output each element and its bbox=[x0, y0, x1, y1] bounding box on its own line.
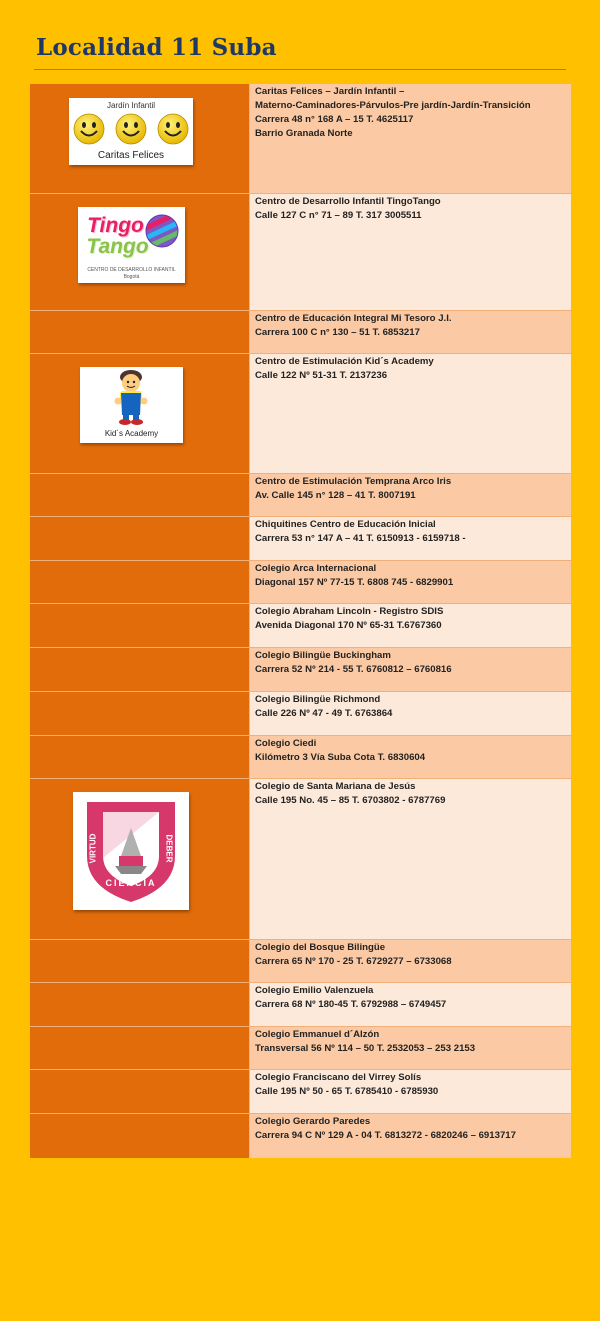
entry-info-cell bbox=[250, 84, 571, 193]
crest-bottom-word: CIENCIA bbox=[105, 878, 157, 888]
entry-info-cell bbox=[250, 194, 571, 310]
crest-left-word: VIRTUD bbox=[88, 833, 98, 864]
entry-info-cell bbox=[250, 736, 571, 778]
table-row bbox=[30, 1114, 571, 1158]
caritas-logo-top-text: Jardín Infantil bbox=[106, 101, 156, 110]
logo-cell bbox=[30, 604, 250, 647]
entry-name: Colegio del Bosque Bilingüe bbox=[255, 942, 386, 953]
tingo-subtitle: CENTRO DE DESARROLLO INFANTIL bbox=[87, 267, 176, 273]
logo-cell bbox=[30, 1070, 250, 1113]
entry-name: Caritas Felices – Jardín Infantil – bbox=[255, 86, 405, 97]
logo-cell bbox=[30, 1027, 250, 1069]
table-row bbox=[30, 1070, 571, 1114]
smiley-faces-icon bbox=[69, 113, 193, 147]
entry-name: Colegio Bilingüe Buckingham bbox=[255, 650, 391, 661]
logo-cell bbox=[30, 736, 250, 778]
entry-name: Colegio Ciedi bbox=[255, 738, 317, 749]
caritas-logo-bottom-text: Caritas Felices bbox=[97, 150, 165, 161]
entry-name: Chiquitines Centro de Educación Inicial bbox=[255, 519, 436, 530]
entry-name: Colegio Bilingüe Richmond bbox=[255, 694, 381, 705]
tango-word: Tango bbox=[86, 235, 149, 258]
table-row bbox=[30, 561, 571, 604]
table-row bbox=[30, 779, 571, 940]
child-figure-icon bbox=[111, 369, 151, 425]
logo-cell bbox=[30, 648, 250, 691]
tingo-city: Bogotá bbox=[123, 274, 140, 280]
tingotango-logo bbox=[78, 207, 185, 283]
entry-name: Colegio Franciscano del Virrey Solís bbox=[255, 1072, 422, 1083]
table-row bbox=[30, 692, 571, 736]
entry-info-cell bbox=[250, 604, 571, 647]
logo-cell bbox=[30, 311, 250, 353]
logo-cell bbox=[30, 84, 250, 193]
table-row bbox=[30, 517, 571, 561]
entry-detail: Calle 122 Nº 51-31 T. 2137236 bbox=[255, 370, 388, 381]
caritas-felices-logo bbox=[69, 98, 193, 165]
entry-info-cell bbox=[250, 311, 571, 353]
entry-detail: Kilómetro 3 Vía Suba Cota T. 6830604 bbox=[255, 752, 426, 763]
crest-right-word: DEBER bbox=[164, 834, 174, 863]
logo-cell bbox=[30, 692, 250, 735]
entry-info-cell bbox=[250, 1027, 571, 1069]
entry-name: Colegio Arca Internacional bbox=[255, 563, 377, 574]
entry-detail: Avenida Diagonal 170 Nº 65-31 T.6767360 bbox=[255, 620, 442, 631]
entry-info-cell bbox=[250, 1070, 571, 1113]
table-row bbox=[30, 194, 571, 311]
entry-name: Centro de Estimulación Temprana Arco Iris bbox=[255, 476, 452, 487]
entry-info-cell bbox=[250, 474, 571, 516]
logo-cell bbox=[30, 194, 250, 310]
entry-detail: Calle 127 C n° 71 – 89 T. 317 3005511 bbox=[255, 210, 422, 221]
kids-academy-caption: Kid´s Academy bbox=[104, 429, 159, 438]
entry-name: Centro de Educación Integral Mi Tesoro J.I. bbox=[255, 313, 452, 324]
page-title: Localidad 11 Suba bbox=[36, 34, 277, 61]
entry-detail: Carrera 65 Nº 170 - 25 T. 6729277 – 6733068 bbox=[255, 956, 452, 967]
logo-cell bbox=[30, 1114, 250, 1158]
entry-detail: Transversal 56 Nº 114 – 50 T. 2532053 – 253 2153 bbox=[255, 1043, 476, 1054]
entry-detail: Carrera 100 C n° 130 – 51 T. 6853217 bbox=[255, 327, 420, 338]
school-listing-table bbox=[30, 84, 571, 1158]
entry-info-cell bbox=[250, 561, 571, 603]
entry-name: Colegio de Santa Mariana de Jesús bbox=[255, 781, 416, 792]
table-row bbox=[30, 1027, 571, 1070]
entry-detail: Materno-Caminadores-Párvulos-Pre jardín-Jardín-Transición bbox=[255, 100, 531, 111]
entry-detail: Carrera 52 Nº 214 - 55 T. 6760812 – 6760816 bbox=[255, 664, 452, 675]
entry-info-cell bbox=[250, 692, 571, 735]
title-divider bbox=[34, 69, 566, 70]
entry-detail: Av. Calle 145 n° 128 – 41 T. 8007191 bbox=[255, 490, 416, 501]
entry-info-cell bbox=[250, 983, 571, 1026]
table-row bbox=[30, 940, 571, 983]
entry-info-cell bbox=[250, 517, 571, 560]
logo-cell bbox=[30, 561, 250, 603]
santa-mariana-logo bbox=[73, 792, 189, 910]
entry-detail: Diagonal 157 Nº 77-15 T. 6808 745 - 6829901 bbox=[255, 577, 454, 588]
table-row bbox=[30, 648, 571, 692]
entry-name: Centro de Estimulación Kid´s Academy bbox=[255, 356, 434, 367]
entry-detail: Calle 195 No. 45 – 85 T. 6703802 - 6787769 bbox=[255, 795, 446, 806]
logo-cell bbox=[30, 940, 250, 982]
entry-info-cell bbox=[250, 354, 571, 473]
entry-detail: Carrera 48 n° 168 A – 15 T. 4625117 bbox=[255, 114, 414, 125]
logo-cell bbox=[30, 517, 250, 560]
entry-detail: Carrera 53 n° 147 A – 41 T. 6150913 - 6159718 - bbox=[255, 533, 466, 544]
logo-cell bbox=[30, 474, 250, 516]
logo-cell bbox=[30, 354, 250, 473]
table-row bbox=[30, 474, 571, 517]
entry-detail: Barrio Granada Norte bbox=[255, 128, 353, 139]
entry-info-cell bbox=[250, 648, 571, 691]
table-row bbox=[30, 354, 571, 474]
logo-cell bbox=[30, 983, 250, 1026]
entry-name: Colegio Gerardo Paredes bbox=[255, 1116, 371, 1127]
kids-academy-logo bbox=[80, 367, 183, 443]
entry-detail: Calle 195 Nº 50 - 65 T. 6785410 - 6785930 bbox=[255, 1086, 439, 1097]
entry-detail: Carrera 94 C Nº 129 A - 04 T. 6813272 - 6820246 – 6913717 bbox=[255, 1130, 516, 1141]
entry-info-cell bbox=[250, 1114, 571, 1158]
table-row bbox=[30, 84, 571, 194]
tingo-word: Tingo bbox=[87, 214, 144, 237]
table-row bbox=[30, 736, 571, 779]
entry-detail: Calle 226 Nº 47 - 49 T. 6763864 bbox=[255, 708, 393, 719]
entry-detail: Carrera 68 Nº 180-45 T. 6792988 – 6749457 bbox=[255, 999, 447, 1010]
entry-name: Colegio Abraham Lincoln - Registro SDIS bbox=[255, 606, 444, 617]
entry-name: Colegio Emilio Valenzuela bbox=[255, 985, 374, 996]
entry-name: Centro de Desarrollo Infantil TingoTango bbox=[255, 196, 441, 207]
logo-cell bbox=[30, 779, 250, 939]
table-row bbox=[30, 983, 571, 1027]
entry-name: Colegio Emmanuel d´Alzón bbox=[255, 1029, 380, 1040]
table-row bbox=[30, 311, 571, 354]
table-row bbox=[30, 604, 571, 648]
entry-info-cell bbox=[250, 779, 571, 939]
entry-info-cell bbox=[250, 940, 571, 982]
